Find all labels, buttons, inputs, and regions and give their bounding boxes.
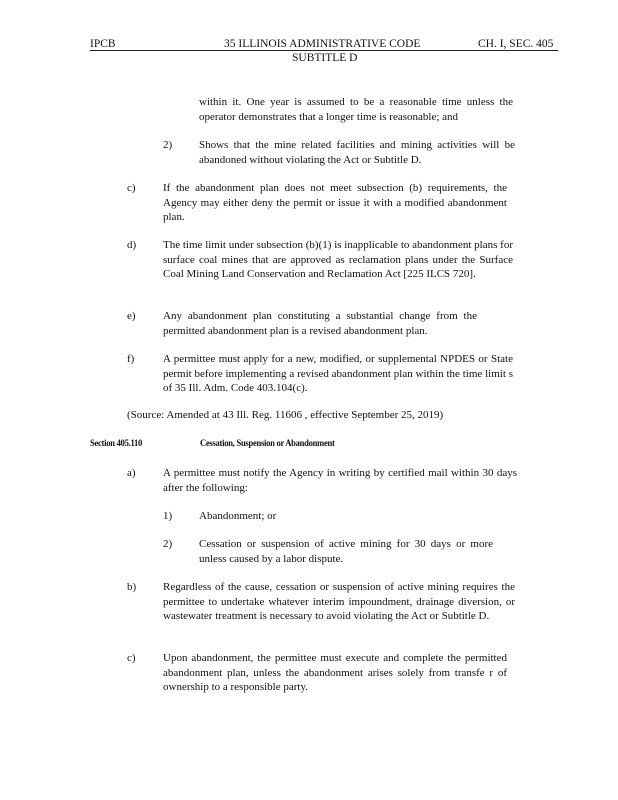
item-text: Cessation or suspension of active mining for 30 days or more unless caused by a labor dispute. [199, 538, 493, 565]
subsection-text: Any abandonment plan constituting a substantial change from the permitted abandonment plan is a revised abandonment plan. [163, 310, 477, 337]
item-text: Shows that the mine related facilities and mining activities will be abandoned without violating the Act or Subtitle D. [199, 139, 515, 166]
header-right: CH. I, SEC. 405 [478, 38, 554, 50]
item-label: 1) [163, 510, 173, 522]
subsection-label: d) [127, 239, 137, 251]
subsection-text: If the abandonment plan does not meet subsection (b) requirements, the Agency may either deny the permit or issue it with a modified abandonment plan. [163, 182, 507, 223]
subsection-label: b) [127, 581, 137, 593]
subsection-label: c) [127, 652, 136, 664]
subsection-text: Upon abandonment, the permittee must execute and complete the permitted abandonment plan, unless the abandonment arises solely from transfe r of ownership to a responsible party. [163, 652, 507, 693]
header-center: 35 ILLINOIS ADMINISTRATIVE CODE [224, 38, 421, 50]
subsection-text: Regardless of the cause, cessation or suspension of active mining requires the permittee to undertake whatever interim impoundment, drainage diversion, or wastewater treatment is necessary to avoid violating the Act or Subtitle D. [163, 581, 515, 622]
subsection-text: A permittee must apply for a new, modified, or supplemental NPDES or State permit before implementing a revised abandonment plan within the time limit s of 35 Ill. Adm. Code 403.104(c). [163, 353, 513, 394]
item-label: 2) [163, 139, 173, 151]
item-label: 2) [163, 538, 173, 550]
continued-paragraph: within it. One year is assumed to be a reasonable time unless the operator demonstrates that a longer time is reasonable; and [199, 96, 513, 123]
header-subtitle: SUBTITLE D [292, 52, 358, 64]
subsection-label: e) [127, 310, 136, 322]
subsection-label: a) [127, 467, 136, 479]
subsection-text: The time limit under subsection (b)(1) is inapplicable to abandonment plans for surface coal mines that are approved as reclamation plans under the Surface Coal Mining Land Conservation and Reclamation Act [225 ILCS 720]. [163, 239, 513, 280]
subsection-text: A permittee must notify the Agency in writing by certified mail within 30 days after the following: [163, 467, 517, 494]
subsection-label: c) [127, 182, 136, 194]
section-number: Section 405.110 [90, 439, 143, 449]
subsection-label: f) [127, 353, 135, 365]
item-text: Abandonment; or [199, 510, 277, 522]
header-left: IPCB [90, 38, 116, 50]
section-title: Cessation, Suspension or Abandonment [200, 439, 335, 449]
source-note: (Source: Amended at 43 Ill. Reg. 11606 , effective September 25, 2019) [127, 409, 444, 421]
header-rule [90, 50, 558, 51]
